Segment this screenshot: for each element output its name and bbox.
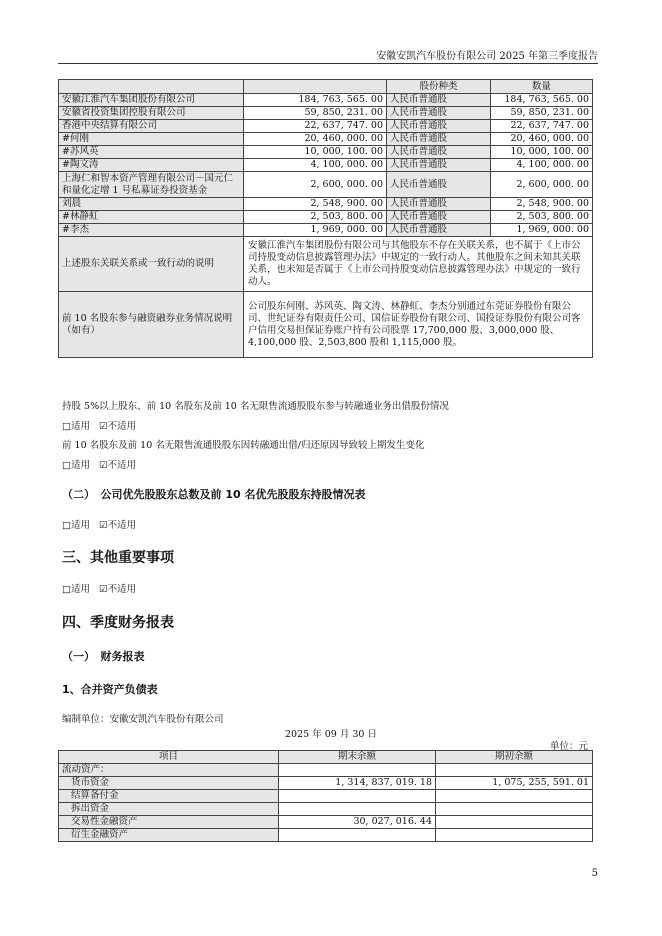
applicable-checkbox[interactable]: □适用: [62, 421, 90, 432]
holder-shares: 22, 637, 747. 00: [244, 120, 387, 133]
not-applicable-checkbox[interactable]: ☑不适用: [99, 584, 137, 595]
balance-begin: [436, 829, 593, 842]
balance-begin: [436, 803, 593, 816]
balance-item: 货币资金: [59, 777, 279, 790]
holder-share-type: 人民币普通股: [387, 172, 491, 198]
section-other-matters: 三、其他重要事项: [62, 550, 174, 566]
table-row: [59, 120, 593, 133]
holder-quantity: 59, 850, 231. 00: [491, 107, 593, 120]
header-rule: [58, 63, 598, 64]
subsection-balance-sheet: 1、合并资产负债表: [62, 683, 158, 696]
holder-shares: 10, 000, 100. 00: [244, 146, 387, 159]
change-note: 前 10 名股东及前 10 名无限售流通股股东因转融通出借/归还原因导致较上期发生变化: [62, 440, 425, 451]
holder-share-type: 人民币普通股: [387, 224, 491, 237]
table-row: [59, 159, 593, 172]
holder-share-type: 人民币普通股: [387, 211, 491, 224]
table-row: [59, 764, 593, 777]
preferred-checkbox-row: [62, 517, 136, 531]
holder-name: #林静虹: [59, 211, 244, 224]
holder-share-type: 人民币普通股: [387, 120, 491, 133]
holder-quantity: 20, 460, 000. 00: [491, 133, 593, 146]
table-row: [59, 94, 593, 107]
table-row: [59, 803, 593, 816]
relation-text: 安徽江淮汽车集团股份有限公司与其他股东不存在关联关系，也不属于《上市公司持股变动信息披露管理办法》中规定的一致行动人。其他股东之间未知其关联关系，也未知是否属于《上市公司持股变动信息披露管理办法》中规定的一致行动人。: [244, 237, 593, 292]
table-row: [59, 107, 593, 120]
holder-quantity: 22, 637, 747. 00: [491, 120, 593, 133]
holder-quantity: 2, 548, 900. 00: [491, 198, 593, 211]
holder-quantity: 2, 503, 800. 00: [491, 211, 593, 224]
holder-name: #陶文涛: [59, 159, 244, 172]
table-row: [59, 133, 593, 146]
holder-shares: 59, 850, 231. 00: [244, 107, 387, 120]
balance-unit: 单位：元: [549, 741, 588, 752]
top-holders-table: [58, 79, 593, 358]
relation-label: 上述股东关联关系或一致行动的说明: [59, 237, 244, 292]
holder-share-type: 人民币普通股: [387, 159, 491, 172]
applicable-checkbox[interactable]: □适用: [62, 584, 90, 595]
balance-sheet-table: [58, 750, 593, 842]
holder-name: 刘晨: [59, 198, 244, 211]
holder-name: 香港中央结算有限公司: [59, 120, 244, 133]
subsection-financial-reports: （一） 财务报表: [62, 650, 145, 663]
not-applicable-checkbox[interactable]: ☑不适用: [99, 520, 137, 531]
table-row: [59, 224, 593, 237]
balance-begin: [436, 764, 593, 777]
balance-item: 拆出资金: [59, 803, 279, 816]
section-preferred-shares: （二） 公司优先股股东总数及前 10 名优先股股东持股情况表: [62, 488, 366, 501]
holder-share-type: 人民币普通股: [387, 107, 491, 120]
holder-quantity: 10, 000, 100. 00: [491, 146, 593, 159]
holder-name: 上海仁和智本资产管理有限公司－国元仁和量化定增 1 号私募证券投资基金: [59, 172, 244, 198]
balance-end: [279, 790, 436, 803]
holder-shares: 20, 460, 000. 00: [244, 133, 387, 146]
table-row: [59, 292, 593, 358]
col-header-shares: [244, 80, 387, 94]
holder-shares: 4, 100, 000. 00: [244, 159, 387, 172]
holder-shares: 2, 600, 000. 00: [244, 172, 387, 198]
margin-trading-label: 前 10 名股东参与融资融券业务情况说明（如有）: [59, 292, 244, 358]
table-row: [59, 777, 593, 790]
section-financial-statements: 四、季度财务报表: [62, 615, 174, 631]
balance-end: [279, 764, 436, 777]
not-applicable-checkbox[interactable]: ☑不适用: [99, 421, 137, 432]
holder-quantity: 2, 600, 000. 00: [491, 172, 593, 198]
table-row: [59, 829, 593, 842]
col-header-end-balance: 期末余额: [279, 751, 436, 764]
preparer-company: 编制单位：安徽安凯汽车股份有限公司: [62, 714, 224, 725]
lending-checkbox-row: [62, 418, 136, 432]
balance-item: 交易性金融资产: [59, 816, 279, 829]
other-matters-checkbox-row: [62, 581, 136, 595]
col-header-begin-balance: 期初余额: [436, 751, 593, 764]
lending-note: 持股 5%以上股东、前 10 名股东及前 10 名无限售流通股股东参与转融通业务出借股份情况: [62, 401, 449, 412]
page-header: 安徽安凯汽车股份有限公司 2025 年第三季度报告: [376, 51, 598, 62]
table-row: [59, 237, 593, 292]
holder-share-type: 人民币普通股: [387, 146, 491, 159]
col-header-item: 项目: [59, 751, 279, 764]
holder-name: 安徽江淮汽车集团股份有限公司: [59, 94, 244, 107]
holder-share-type: 人民币普通股: [387, 94, 491, 107]
change-checkbox-row: [62, 457, 136, 471]
holder-shares: 184, 763, 565. 00: [244, 94, 387, 107]
holder-name: 安徽省投资集团控股有限公司: [59, 107, 244, 120]
holder-shares: 2, 503, 800. 00: [244, 211, 387, 224]
balance-end: [279, 829, 436, 842]
col-header-name: [59, 80, 244, 94]
balance-item: 流动资产：: [59, 764, 279, 777]
holder-name: #李杰: [59, 224, 244, 237]
page-number: 5: [591, 868, 598, 879]
holder-quantity: 1, 969, 000. 00: [491, 224, 593, 237]
balance-begin: [436, 816, 593, 829]
table-row: [59, 198, 593, 211]
balance-date: 2025 年 09 月 30 日: [285, 729, 377, 740]
balance-item: 结算备付金: [59, 790, 279, 803]
margin-trading-text: 公司股东何刚、苏风英、陶文涛、林静虹、李杰分别通过东莞证券股份有限公司、世纪证券有限责任公司、国信证券股份有限公司、国投证券股份有限公司客户信用交易担保证券账户持有公司股票 17,700,000 股、3,000,000 股、4,100,000 股、2,503,800 股和 1,115,000 股。: [244, 292, 593, 358]
balance-end: [279, 803, 436, 816]
balance-end: 1, 314, 837, 019. 18: [279, 777, 436, 790]
table-row: [59, 790, 593, 803]
not-applicable-checkbox[interactable]: ☑不适用: [99, 460, 137, 471]
col-header-share-type: 股份种类: [387, 80, 491, 94]
table-row: [59, 172, 593, 198]
holder-quantity: 184, 763, 565. 00: [491, 94, 593, 107]
table-row: [59, 146, 593, 159]
holder-share-type: 人民币普通股: [387, 133, 491, 146]
col-header-quantity: 数量: [491, 80, 593, 94]
applicable-checkbox[interactable]: □适用: [62, 460, 90, 471]
table-row: [59, 816, 593, 829]
table-row: [59, 211, 593, 224]
balance-item: 衍生金融资产: [59, 829, 279, 842]
holder-share-type: 人民币普通股: [387, 198, 491, 211]
holder-name: #何刚: [59, 133, 244, 146]
balance-begin: [436, 790, 593, 803]
holder-shares: 2, 548, 900. 00: [244, 198, 387, 211]
balance-begin: 1, 075, 255, 591. 01: [436, 777, 593, 790]
applicable-checkbox[interactable]: □适用: [62, 520, 90, 531]
holder-quantity: 4, 100, 000. 00: [491, 159, 593, 172]
holder-shares: 1, 969, 000. 00: [244, 224, 387, 237]
balance-end: 30, 027, 016. 44: [279, 816, 436, 829]
holder-name: #苏风英: [59, 146, 244, 159]
